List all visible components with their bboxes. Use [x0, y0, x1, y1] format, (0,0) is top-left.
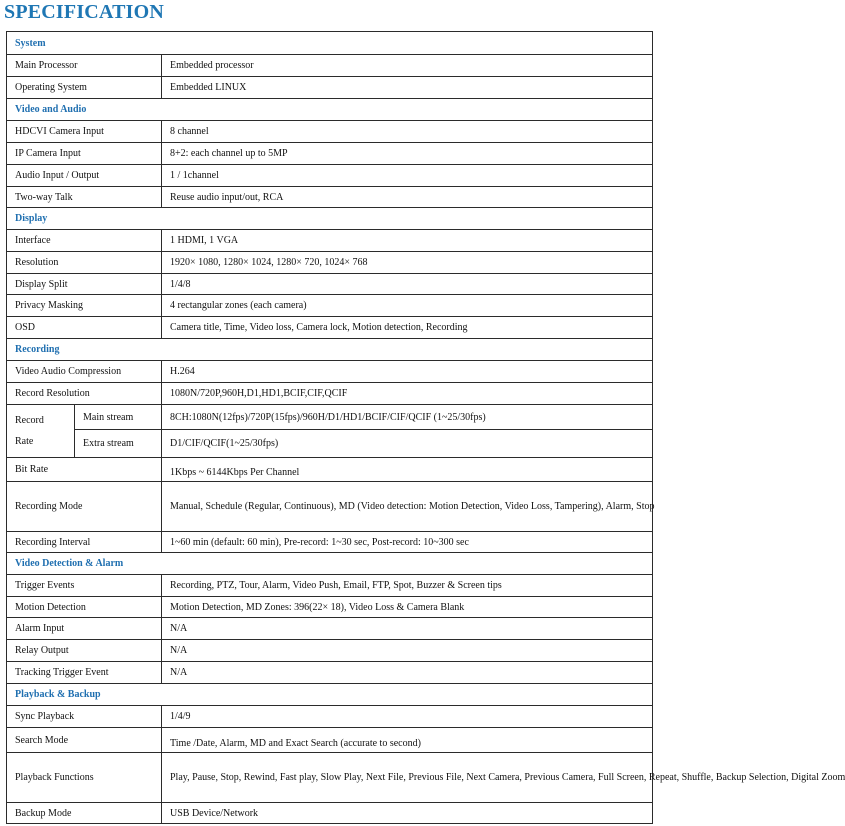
table-row — [7, 361, 653, 383]
section-row — [7, 684, 653, 706]
spec-label: Alarm Input — [7, 618, 162, 640]
table-row — [7, 383, 653, 405]
spec-value: 1920× 1080, 1280× 1024, 1280× 720, 1024× 768 — [162, 252, 653, 274]
spec-value: Play, Pause, Stop, Rewind, Fast play, Slow Play, Next File, Previous File, Next Camera, Previous Camera, Full Screen, Repeat, Shuffle, Backup Selection, Digital Zoom — [162, 753, 653, 803]
table-row — [7, 640, 653, 662]
spec-label: Relay Output — [7, 640, 162, 662]
spec-label: Main Processor — [7, 55, 162, 77]
spec-label: Tracking Trigger Event — [7, 662, 162, 684]
spec-label: Audio Input / Output — [7, 165, 162, 187]
spec-value: Camera title, Time, Video loss, Camera lock, Motion detection, Recording — [162, 317, 653, 339]
spec-value: Reuse audio input/out, RCA — [162, 187, 653, 208]
spec-label: IP Camera Input — [7, 143, 162, 165]
spec-label: Recording Mode — [7, 482, 162, 532]
spec-label: Interface — [7, 230, 162, 252]
record-rate-label-line2: Rate — [15, 436, 34, 447]
table-row — [7, 662, 653, 684]
table-row — [7, 618, 653, 640]
section-heading-recording: Recording — [7, 339, 653, 361]
spec-label: Trigger Events — [7, 575, 162, 597]
section-row — [7, 553, 653, 575]
section-heading-playback-backup: Playback & Backup — [7, 684, 653, 706]
table-row — [7, 77, 653, 99]
table-row — [7, 575, 653, 597]
spec-value: 1/4/9 — [162, 706, 653, 728]
extra-stream-value: D1/CIF/QCIF(1~25/30fps) — [162, 430, 653, 458]
table-row — [7, 143, 653, 165]
table-row — [7, 597, 653, 618]
spec-label: Privacy Masking — [7, 295, 162, 317]
table-row — [7, 753, 653, 803]
spec-label: Record Resolution — [7, 383, 162, 405]
spec-label: Backup Mode — [7, 803, 162, 824]
spec-value: 1/4/8 — [162, 274, 653, 295]
spec-label: Resolution — [7, 252, 162, 274]
spec-value: Embedded processor — [162, 55, 653, 77]
table-row — [7, 706, 653, 728]
spec-value: 1Kbps ~ 6144Kbps Per Channel — [162, 458, 653, 482]
table-row — [7, 458, 653, 482]
table-row — [7, 317, 653, 339]
spec-value: 1080N/720P,960H,D1,HD1,BCIF,CIF,QCIF — [162, 383, 653, 405]
spec-value: 1 / 1channel — [162, 165, 653, 187]
spec-label: HDCVI Camera Input — [7, 121, 162, 143]
table-row — [7, 803, 653, 824]
table-row — [7, 430, 653, 458]
spec-value: N/A — [162, 662, 653, 684]
main-stream-value: 8CH:1080N(12fps)/720P(15fps)/960H/D1/HD1/BCIF/CIF/QCIF (1~25/30fps) — [162, 405, 653, 430]
spec-value: 1~60 min (default: 60 min), Pre-record: 1~30 sec, Post-record: 10~300 sec — [162, 532, 653, 553]
spec-label: Operating System — [7, 77, 162, 99]
table-row — [7, 230, 653, 252]
spec-value: 8 channel — [162, 121, 653, 143]
spec-value: N/A — [162, 618, 653, 640]
section-row — [7, 339, 653, 361]
record-rate-label — [7, 405, 75, 458]
spec-label: Sync Playback — [7, 706, 162, 728]
section-heading-display: Display — [7, 208, 653, 230]
spec-value: 8+2: each channel up to 5MP — [162, 143, 653, 165]
section-heading-video-detection-alarm: Video Detection & Alarm — [7, 553, 653, 575]
section-heading-system: System — [7, 32, 653, 55]
table-row — [7, 295, 653, 317]
section-row — [7, 208, 653, 230]
spec-value: Manual, Schedule (Regular, Continuous), MD (Video detection: Motion Detection, Video Loss, Tampering), Alarm, Stop — [162, 482, 653, 532]
spec-table — [6, 31, 845, 824]
spec-value: N/A — [162, 640, 653, 662]
spec-label: Video Audio Compression — [7, 361, 162, 383]
table-row — [7, 274, 653, 295]
table-row — [7, 728, 653, 753]
table-row — [7, 532, 653, 553]
spec-value: 4 rectangular zones (each camera) — [162, 295, 653, 317]
spec-value: USB Device/Network — [162, 803, 653, 824]
section-row — [7, 32, 653, 55]
spec-label: Motion Detection — [7, 597, 162, 618]
table-row — [7, 55, 653, 77]
table-row — [7, 187, 653, 208]
table-row — [7, 482, 653, 532]
spec-label: OSD — [7, 317, 162, 339]
spec-value: Time /Date, Alarm, MD and Exact Search (accurate to second) — [162, 728, 653, 753]
record-rate-label-line1: Record — [15, 415, 44, 426]
main-stream-label: Main stream — [75, 405, 162, 430]
extra-stream-label: Extra stream — [75, 430, 162, 458]
table-row — [7, 252, 653, 274]
spec-value: Embedded LINUX — [162, 77, 653, 99]
spec-label: Search Mode — [7, 728, 162, 753]
spec-label: Recording Interval — [7, 532, 162, 553]
spec-label: Playback Functions — [7, 753, 162, 803]
page-title: SPECIFICATION — [4, 1, 165, 23]
table-row — [7, 165, 653, 187]
spec-value: Recording, PTZ, Tour, Alarm, Video Push, Email, FTP, Spot, Buzzer & Screen tips — [162, 575, 653, 597]
table-row — [7, 405, 653, 430]
spec-value: 1 HDMI, 1 VGA — [162, 230, 653, 252]
section-heading-video-audio: Video and Audio — [7, 99, 653, 121]
spec-value: H.264 — [162, 361, 653, 383]
section-row — [7, 99, 653, 121]
spec-value: Motion Detection, MD Zones: 396(22× 18), Video Loss & Camera Blank — [162, 597, 653, 618]
spec-label: Two-way Talk — [7, 187, 162, 208]
table-row — [7, 121, 653, 143]
spec-label: Bit Rate — [7, 458, 162, 482]
spec-label: Display Split — [7, 274, 162, 295]
